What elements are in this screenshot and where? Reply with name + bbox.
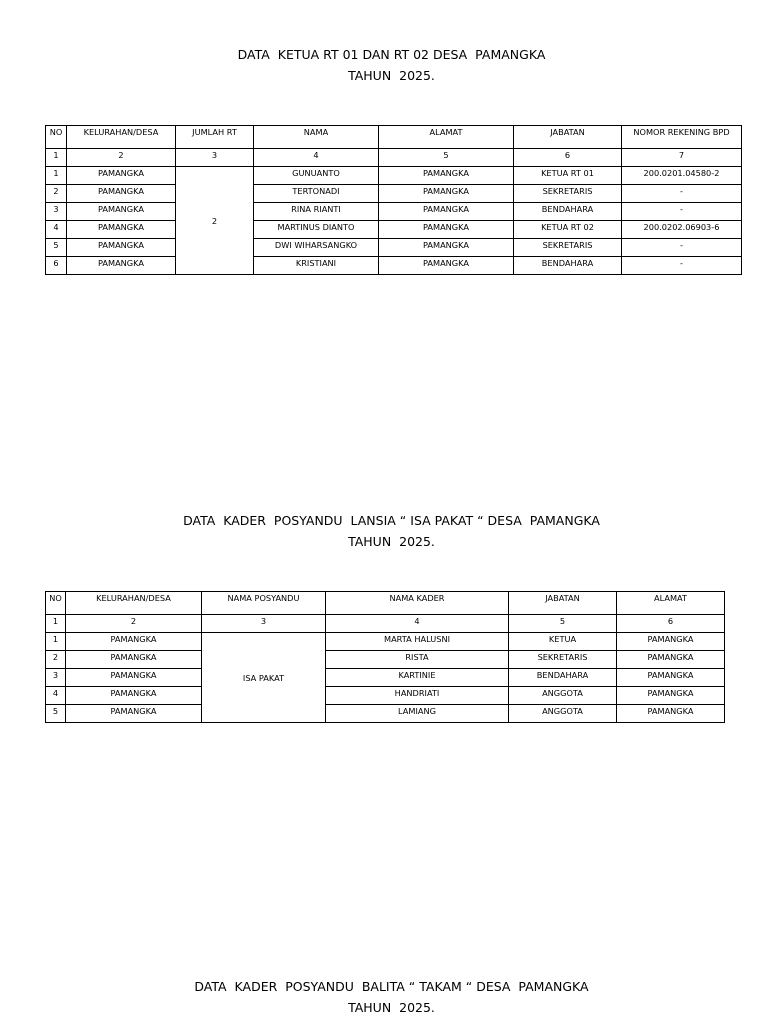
row-alamat: PAMANGKA — [617, 687, 725, 705]
row-alamat: PAMANGKA — [617, 669, 725, 687]
row-no: 2 — [46, 651, 66, 669]
table-row — [46, 239, 742, 257]
row-jabatan: SEKRETARIS — [509, 651, 617, 669]
row-desa: PAMANGKA — [66, 705, 202, 723]
row-kader: RISTA — [326, 651, 509, 669]
row-desa: PAMANGKA — [67, 167, 176, 185]
section1-title: DATA KETUA RT 01 DAN RT 02 DESA PAMANGKA — [237, 47, 546, 62]
header-cell: NOMOR REKENING BPD — [622, 126, 742, 149]
row-kader: LAMIANG — [326, 705, 509, 723]
column-number: 3 — [202, 615, 326, 633]
table-row — [46, 167, 742, 185]
column-number: 4 — [254, 149, 379, 167]
column-number: 6 — [514, 149, 622, 167]
row-alamat: PAMANGKA — [379, 239, 514, 257]
row-alamat: PAMANGKA — [617, 705, 725, 723]
row-jabatan: KETUA RT 01 — [514, 167, 622, 185]
row-alamat: PAMANGKA — [379, 203, 514, 221]
row-alamat: PAMANGKA — [379, 221, 514, 239]
row-jabatan: SEKRETARIS — [514, 185, 622, 203]
row-no: 4 — [46, 687, 66, 705]
row-no: 2 — [46, 185, 67, 203]
header-cell: JABATAN — [509, 592, 617, 615]
row-jabatan: BENDAHARA — [514, 203, 622, 221]
section1-year: TAHUN 2025. — [348, 68, 435, 83]
row-jabatan: SEKRETARIS — [514, 239, 622, 257]
row-kader: MARTA HALUSNI — [326, 633, 509, 651]
row-jabatan: ANGGOTA — [509, 705, 617, 723]
header-cell: NAMA KADER — [326, 592, 509, 615]
header-cell: JABATAN — [514, 126, 622, 149]
column-number: 6 — [617, 615, 725, 633]
header-cell: ALAMAT — [617, 592, 725, 615]
jumlah-rt-cell: 2 — [176, 167, 254, 275]
row-rekening: - — [622, 257, 742, 275]
table-header-row — [46, 592, 725, 615]
row-alamat: PAMANGKA — [379, 185, 514, 203]
header-cell: NO — [46, 126, 67, 149]
nama-posyandu-cell: ISA PAKAT — [202, 633, 326, 723]
rt-table — [45, 125, 742, 275]
header-cell: ALAMAT — [379, 126, 514, 149]
column-number: 2 — [66, 615, 202, 633]
row-rekening: 200.0202.06903-6 — [622, 221, 742, 239]
row-rekening: - — [622, 239, 742, 257]
row-kader: HANDRIATI — [326, 687, 509, 705]
column-number: 5 — [379, 149, 514, 167]
posyandu-lansia-table — [45, 591, 725, 723]
row-jabatan: BENDAHARA — [514, 257, 622, 275]
table-row — [46, 633, 725, 651]
row-no: 3 — [46, 669, 66, 687]
section2-title: DATA KADER POSYANDU LANSIA “ ISA PAKAT “ DESA PAMANGKA — [183, 513, 600, 528]
column-number: 7 — [622, 149, 742, 167]
row-nama: DWI WIHARSANGKO — [254, 239, 379, 257]
table-row — [46, 651, 725, 669]
row-nama: TERTONADI — [254, 185, 379, 203]
header-cell: JUMLAH RT — [176, 126, 254, 149]
header-cell: NAMA — [254, 126, 379, 149]
column-number: 1 — [46, 149, 67, 167]
row-rekening: 200.0201.04580-2 — [622, 167, 742, 185]
table-row — [46, 669, 725, 687]
table-row — [46, 185, 742, 203]
section3-title: DATA KADER POSYANDU BALITA “ TAKAM “ DESA PAMANGKA — [194, 979, 589, 994]
row-desa: PAMANGKA — [66, 633, 202, 651]
row-nama: GUNUANTO — [254, 167, 379, 185]
row-jabatan: KETUA RT 02 — [514, 221, 622, 239]
row-alamat: PAMANGKA — [379, 257, 514, 275]
row-no: 6 — [46, 257, 67, 275]
header-cell: NAMA POSYANDU — [202, 592, 326, 615]
row-desa: PAMANGKA — [66, 687, 202, 705]
table-row — [46, 221, 742, 239]
table-row — [46, 705, 725, 723]
column-number: 4 — [326, 615, 509, 633]
column-number: 2 — [67, 149, 176, 167]
section3-year: TAHUN 2025. — [348, 1000, 435, 1015]
row-alamat: PAMANGKA — [379, 167, 514, 185]
row-desa: PAMANGKA — [67, 239, 176, 257]
column-number: 3 — [176, 149, 254, 167]
row-jabatan: KETUA — [509, 633, 617, 651]
section2-year: TAHUN 2025. — [348, 534, 435, 549]
header-cell: KELURAHAN/DESA — [66, 592, 202, 615]
row-desa: PAMANGKA — [67, 185, 176, 203]
column-number: 1 — [46, 615, 66, 633]
row-jabatan: ANGGOTA — [509, 687, 617, 705]
row-desa: PAMANGKA — [66, 669, 202, 687]
row-alamat: PAMANGKA — [617, 633, 725, 651]
row-no: 5 — [46, 239, 67, 257]
table-row — [46, 257, 742, 275]
row-rekening: - — [622, 203, 742, 221]
table-header-row — [46, 126, 742, 149]
column-number: 5 — [509, 615, 617, 633]
header-cell: KELURAHAN/DESA — [67, 126, 176, 149]
row-alamat: PAMANGKA — [617, 651, 725, 669]
row-jabatan: BENDAHARA — [509, 669, 617, 687]
header-cell: NO — [46, 592, 66, 615]
row-rekening: - — [622, 185, 742, 203]
row-desa: PAMANGKA — [67, 221, 176, 239]
row-desa: PAMANGKA — [66, 651, 202, 669]
row-no: 4 — [46, 221, 67, 239]
row-no: 1 — [46, 167, 67, 185]
row-nama: MARTINUS DIANTO — [254, 221, 379, 239]
table-row — [46, 203, 742, 221]
column-number-row — [46, 615, 725, 633]
row-kader: KARTINIE — [326, 669, 509, 687]
row-no: 5 — [46, 705, 66, 723]
row-nama: KRISTIANI — [254, 257, 379, 275]
row-no: 1 — [46, 633, 66, 651]
row-nama: RINA RIANTI — [254, 203, 379, 221]
row-desa: PAMANGKA — [67, 257, 176, 275]
row-desa: PAMANGKA — [67, 203, 176, 221]
column-number-row — [46, 149, 742, 167]
table-row — [46, 687, 725, 705]
row-no: 3 — [46, 203, 67, 221]
